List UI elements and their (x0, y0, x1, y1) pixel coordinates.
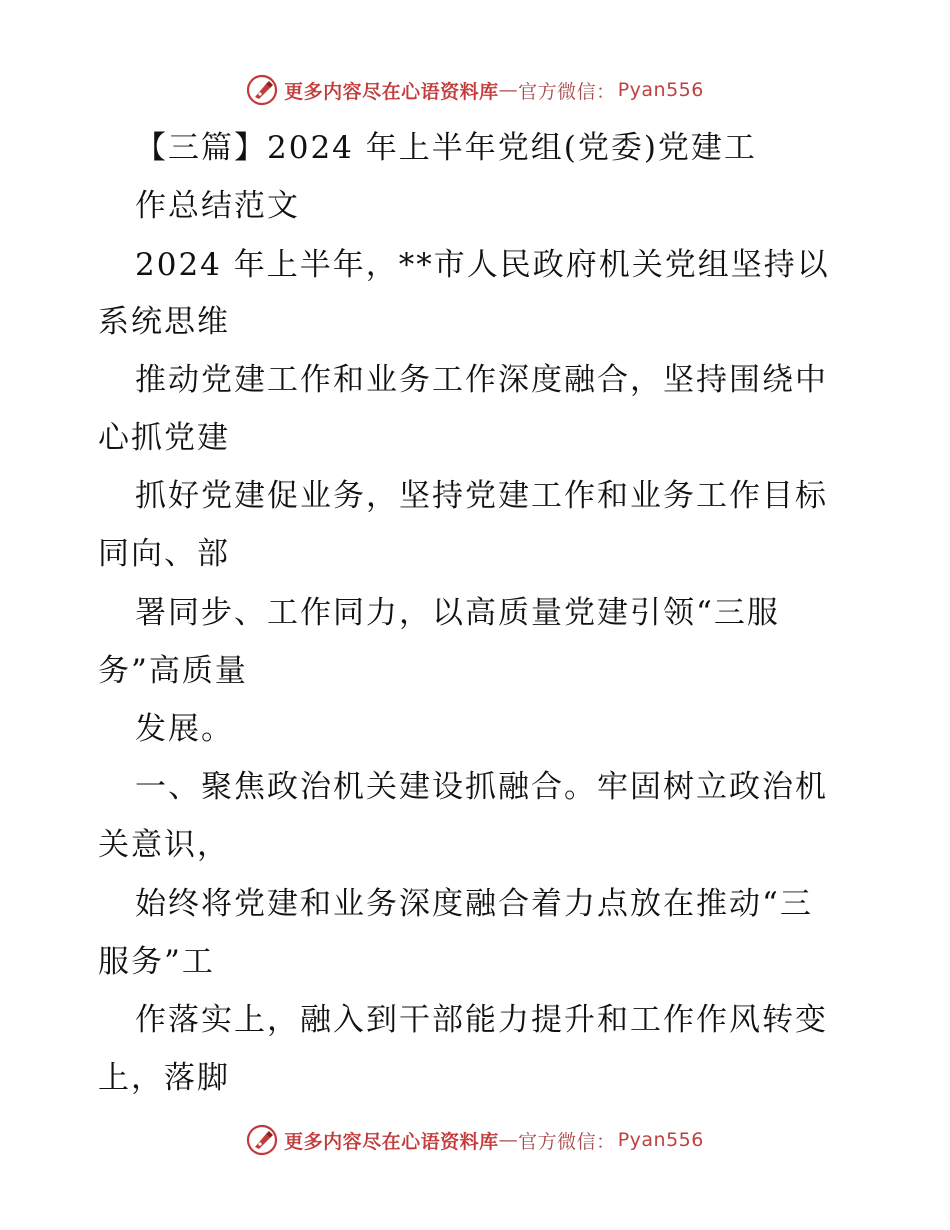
watermark-separator: — (498, 79, 519, 101)
pen-nib-icon (246, 1124, 278, 1156)
document-title-line-1: 【三篇】2024 年上半年党组(党委)党建工 (135, 130, 757, 166)
watermark-promo-text: 更多内容尽在心语资料库 (284, 80, 499, 103)
document-title-line-2: 作总结范文 (135, 188, 300, 224)
paragraph-line: 务”高质量 (98, 653, 248, 689)
paragraph-line: 推动党建工作和业务工作深度融合，坚持围绕中 (135, 362, 828, 398)
watermark-separator: — (498, 1129, 519, 1151)
paragraph-line: 一、聚焦政治机关建设抓融合。牢固树立政治机 (135, 769, 828, 805)
paragraph-line: 服务”工 (98, 944, 215, 980)
paragraph-line: 署同步、工作同力，以高质量党建引领“三服 (135, 595, 780, 631)
paragraph-line: 上，落脚 (98, 1060, 230, 1096)
paragraph-line: 系统思维 (98, 304, 230, 340)
watermark-wechat-label: 官方微信： (518, 1130, 616, 1153)
paragraph-line: 同向、部 (98, 536, 230, 572)
paragraph-line: 始终将党建和业务深度融合着力点放在推动“三 (135, 886, 813, 922)
paragraph-line: 2024 年上半年，**市人民政府机关党组坚持以 (135, 247, 830, 283)
paragraph-line: 发展。 (135, 711, 234, 747)
paragraph-line: 关意识， (98, 827, 230, 863)
watermark-wechat-label: 官方微信： (518, 80, 616, 103)
header-watermark (0, 70, 950, 110)
watermark-wechat-id: Pyan556 (617, 79, 704, 101)
watermark-wechat-id: Pyan556 (617, 1129, 704, 1151)
pen-nib-icon (246, 74, 278, 106)
footer-watermark (0, 1120, 950, 1160)
paragraph-line: 抓好党建促业务，坚持党建工作和业务工作目标 (135, 478, 828, 514)
paragraph-line: 心抓党建 (98, 420, 230, 456)
watermark-promo-text: 更多内容尽在心语资料库 (284, 1130, 499, 1153)
paragraph-line: 作落实上，融入到干部能力提升和工作作风转变 (135, 1002, 828, 1038)
